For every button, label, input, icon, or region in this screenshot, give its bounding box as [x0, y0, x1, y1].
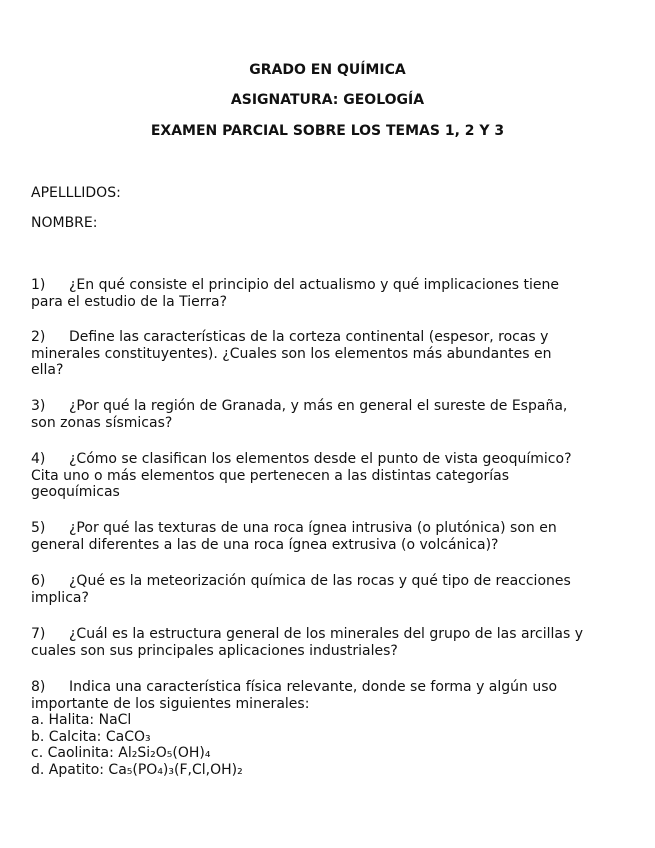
question-text: importante de los siguientes minerales:	[31, 695, 310, 712]
question-number: 6)	[31, 573, 46, 589]
question-line	[31, 415, 631, 432]
surname-label: APELLLIDOS:	[31, 185, 121, 201]
name-label: NOMBRE:	[31, 215, 98, 231]
question-text: ¿Por qué las texturas de una roca ígnea intrusiva (o plutónica) son en	[69, 520, 557, 536]
question-line	[31, 626, 631, 643]
question-text: minerales constituyentes). ¿Cuales son los elementos más abundantes en	[31, 345, 552, 362]
question-line	[31, 484, 631, 501]
question-2	[31, 329, 631, 379]
question-line	[31, 346, 631, 363]
question-1	[31, 277, 631, 310]
question-text: implica?	[31, 589, 89, 606]
question-line	[31, 294, 631, 311]
question-line	[31, 520, 631, 537]
degree-title: GRADO EN QUÍMICA	[249, 62, 406, 78]
question-text: ¿Cuál es la estructura general de los minerales del grupo de las arcillas y	[69, 626, 583, 642]
question-number: 2)	[31, 329, 46, 345]
question-text: c. Caolinita: Al₂Si₂O₅(OH)₄	[31, 745, 211, 762]
question-line	[31, 362, 631, 379]
question-line	[31, 537, 631, 554]
exam-title: EXAMEN PARCIAL SOBRE LOS TEMAS 1, 2 Y 3	[150, 123, 505, 139]
question-line	[31, 696, 631, 713]
question-5	[31, 520, 631, 553]
question-line	[31, 398, 631, 415]
mineral-item	[31, 712, 631, 729]
question-number: 7)	[31, 626, 46, 642]
question-text: a. Halita: NaCl	[31, 712, 132, 729]
question-line	[31, 590, 631, 607]
question-text: Define las características de la corteza continental (espesor, rocas y	[69, 329, 549, 345]
question-text: d. Apatito: Ca₅(PO₄)₃(F,Cl,OH)₂	[31, 761, 243, 778]
question-text: geoquímicas	[31, 484, 120, 501]
question-text: ¿Qué es la meteorización química de las rocas y qué tipo de reacciones	[69, 573, 571, 589]
question-text: Indica una característica física relevante, donde se forma y algún uso	[69, 679, 558, 695]
question-line	[31, 329, 631, 346]
question-3	[31, 398, 631, 431]
question-text: ¿Cómo se clasifican los elementos desde el punto de vista geoquímico?	[69, 451, 572, 467]
question-text: ¿En qué consiste el principio del actualismo y qué implicaciones tiene	[69, 277, 559, 293]
question-number: 5)	[31, 520, 46, 536]
question-text: para el estudio de la Tierra?	[31, 293, 228, 310]
question-line	[31, 451, 631, 468]
question-line	[31, 643, 631, 660]
question-number: 4)	[31, 451, 46, 467]
question-number: 3)	[31, 398, 46, 414]
mineral-item	[31, 762, 631, 779]
question-text: general diferentes a las de una roca ígnea extrusiva (o volcánica)?	[31, 536, 499, 553]
question-text: Cita uno o más elementos que pertenecen a las distintas categorías	[31, 467, 509, 484]
question-line	[31, 573, 631, 590]
mineral-item	[31, 745, 631, 762]
question-text: b. Calcita: CaCO₃	[31, 728, 151, 745]
question-text: cuales son sus principales aplicaciones industriales?	[31, 642, 398, 659]
question-text: son zonas sísmicas?	[31, 414, 173, 431]
question-text: ¿Por qué la región de Granada, y más en general el sureste de España,	[69, 398, 568, 414]
question-4	[31, 451, 631, 501]
subject-title: ASIGNATURA: GEOLOGÍA	[230, 92, 425, 108]
question-line	[31, 679, 631, 696]
question-number: 1)	[31, 277, 46, 293]
question-number: 8)	[31, 679, 46, 695]
question-7	[31, 626, 631, 659]
question-line	[31, 277, 631, 294]
question-text: ella?	[31, 362, 64, 379]
question-6	[31, 573, 631, 606]
question-8	[31, 679, 631, 779]
question-line	[31, 468, 631, 485]
mineral-item	[31, 729, 631, 746]
